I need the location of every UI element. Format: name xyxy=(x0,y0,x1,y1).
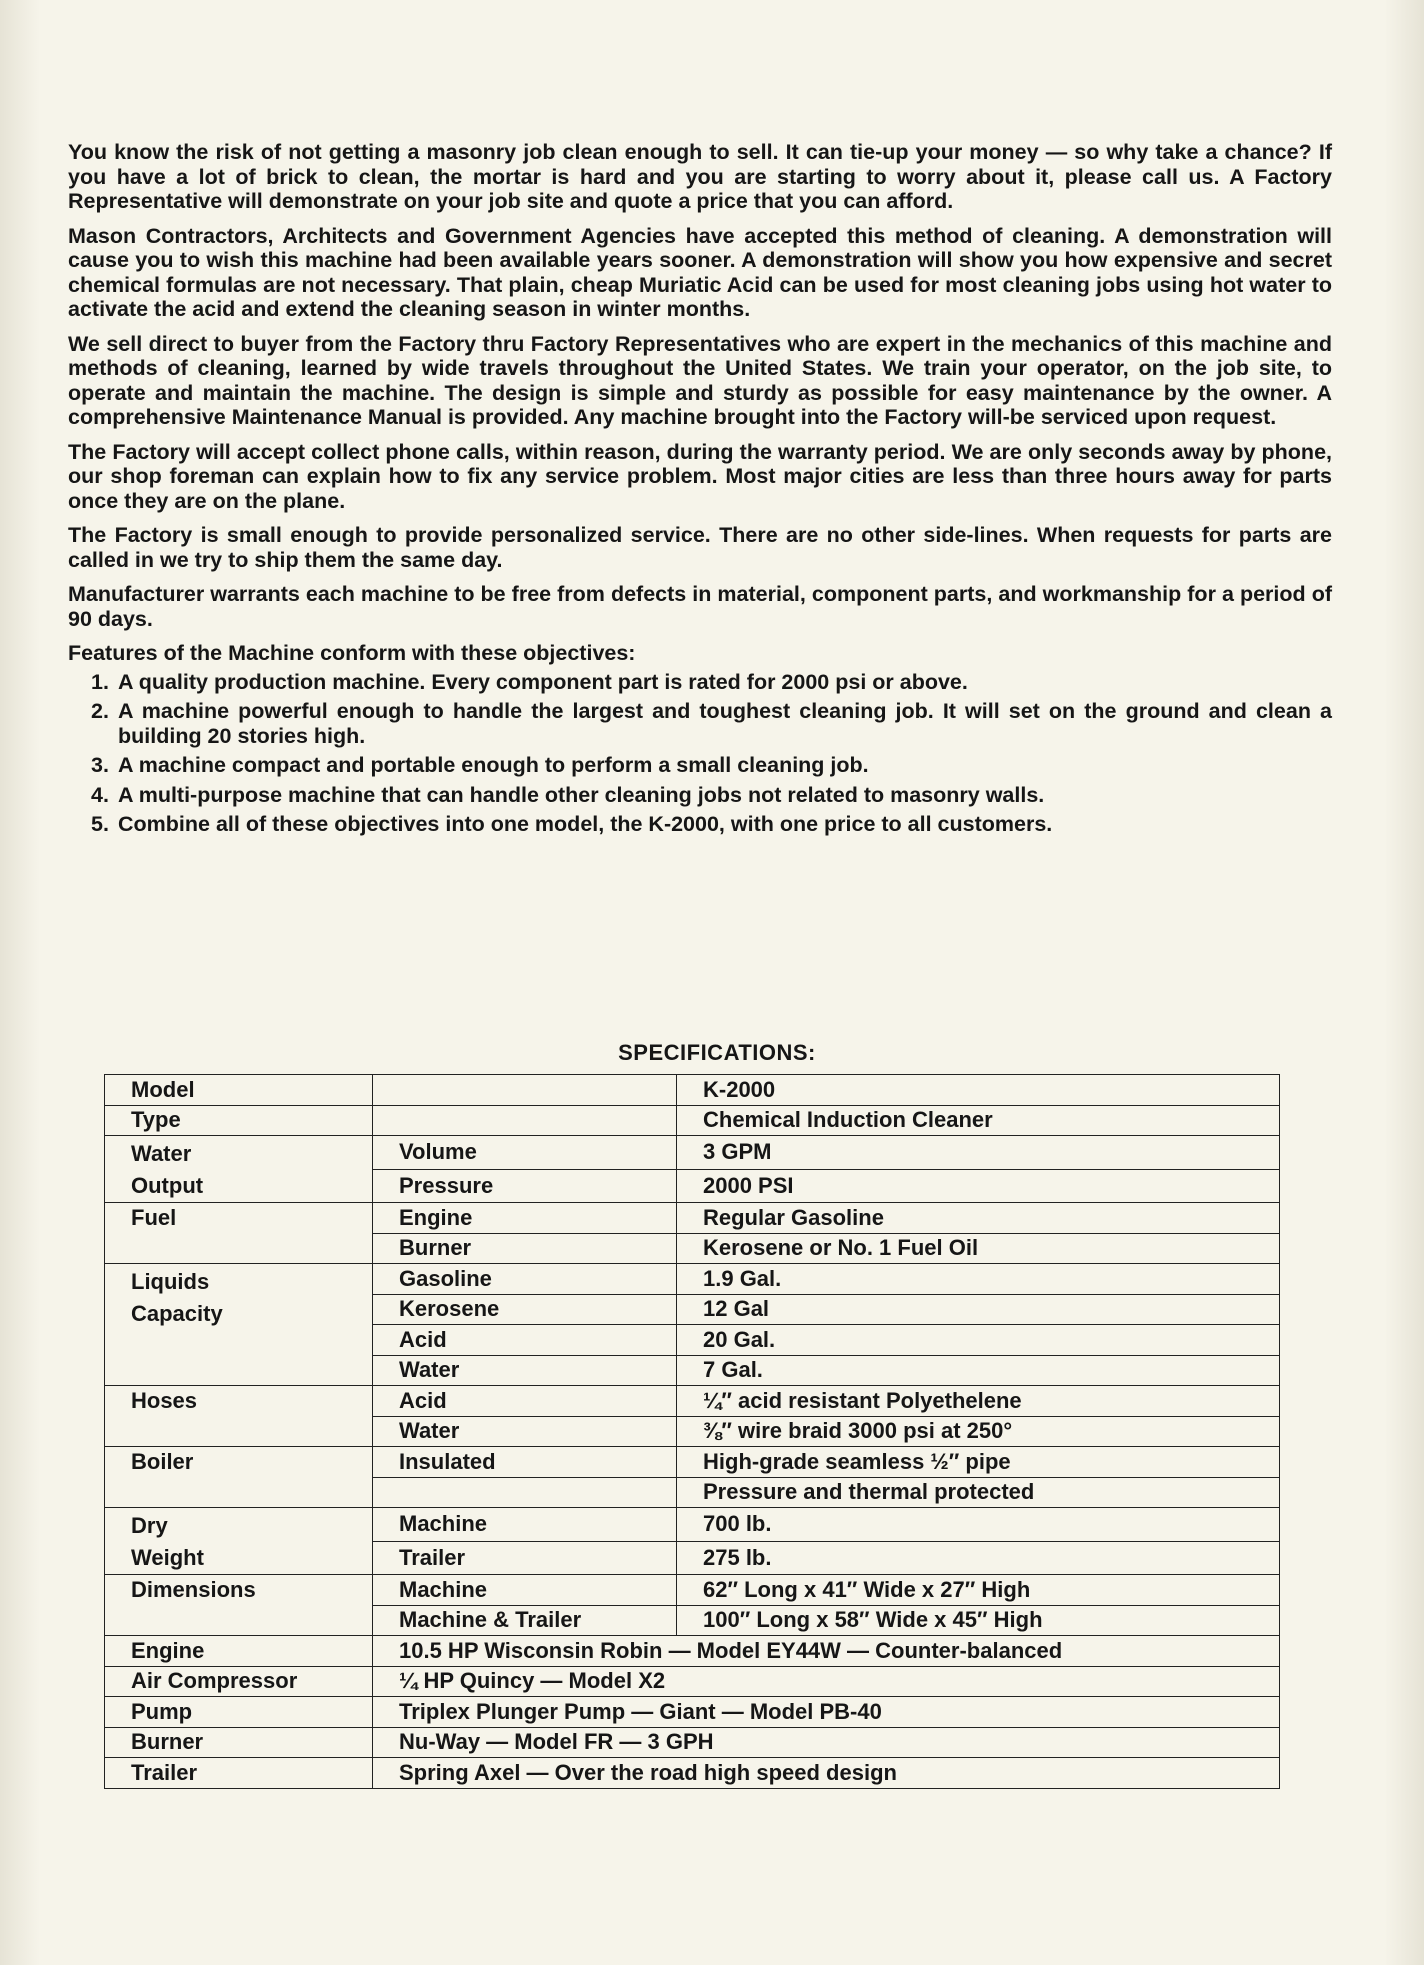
spec-value: 12 Gal xyxy=(677,1294,1280,1325)
list-text: Combine all of these objectives into one model, the K-2000, with one price to all customers. xyxy=(118,812,1053,836)
table-row xyxy=(105,1666,1280,1697)
spec-value: ¼″ acid resistant Polyethelene xyxy=(677,1386,1280,1417)
list-text: A machine powerful enough to handle the largest and toughest cleaning job. It will set on the ground and clean a building 20 stories high. xyxy=(118,699,1332,748)
spec-value: ¼ HP Quincy — Model X2 xyxy=(373,1666,1280,1697)
spec-value: Nu-Way — Model FR — 3 GPH xyxy=(373,1727,1280,1758)
list-text: A multi-purpose machine that can handle other cleaning jobs not related to masonry walls. xyxy=(118,782,1045,807)
table-row xyxy=(105,1203,1280,1234)
table-row xyxy=(105,1136,1280,1170)
spec-label-group xyxy=(105,1508,373,1575)
spec-sublabel: Water xyxy=(373,1355,677,1386)
table-row xyxy=(105,1727,1280,1758)
spec-value: 20 Gal. xyxy=(677,1325,1280,1356)
table-row xyxy=(105,1447,1280,1478)
spec-value: 7 Gal. xyxy=(677,1355,1280,1386)
table-row xyxy=(105,1508,1280,1542)
spec-value: Kerosene or No. 1 Fuel Oil xyxy=(677,1233,1280,1264)
spec-value: 275 lb. xyxy=(677,1541,1280,1575)
table-row xyxy=(105,1636,1280,1667)
spec-value: 700 lb. xyxy=(677,1508,1280,1542)
spec-label-line: Weight xyxy=(131,1545,204,1570)
spec-value: 1.9 Gal. xyxy=(677,1264,1280,1295)
spec-sublabel: Water xyxy=(373,1416,677,1447)
specifications-title: SPECIFICATIONS: xyxy=(618,1040,816,1065)
list-text: A quality production machine. Every component part is rated for 2000 psi or above. xyxy=(118,669,968,694)
spec-sublabel: Volume xyxy=(373,1136,677,1170)
page-edge-shadow-right xyxy=(1384,0,1424,1965)
features-list xyxy=(68,670,1332,837)
list-item xyxy=(68,753,1332,778)
paragraph-acceptance: Mason Contractors, Architects and Government Agencies have accepted this method of cleaning. A demonstration will cause you to wish this machine had been available years sooner. A demonstration will show you how expensive and secret chemical formulas are not necessary. That plain, cheap Muriatic Acid can be used for most cleaning jobs using hot water to activate the acid and extend the cleaning season in winter months. xyxy=(68,223,1332,321)
spec-label: Boiler xyxy=(105,1447,373,1508)
spec-sublabel: Pressure xyxy=(373,1169,677,1203)
table-row xyxy=(105,1075,1280,1106)
spec-sublabel: Engine xyxy=(373,1203,677,1234)
spec-value: ⅜″ wire braid 3000 psi at 250° xyxy=(677,1416,1280,1447)
list-number: 1. xyxy=(91,669,109,694)
spec-label: Fuel xyxy=(105,1203,373,1264)
table-row xyxy=(105,1575,1280,1606)
paragraph-phone-support: The Factory will accept collect phone calls, within reason, during the warranty period. We are only seconds away by phone, our shop foreman can explain how to fix any service problem. Most major cities are less than three hours away for parts once they are on the plane. xyxy=(68,439,1332,513)
spec-value: Spring Axel — Over the road high speed design xyxy=(373,1758,1280,1789)
spec-value: High-grade seamless ½″ pipe xyxy=(677,1447,1280,1478)
spec-value: Triplex Plunger Pump — Giant — Model PB-40 xyxy=(373,1697,1280,1728)
list-number: 4. xyxy=(91,782,109,807)
list-text: A machine compact and portable enough to perform a small cleaning job. xyxy=(118,753,869,777)
spec-label-line: Dry xyxy=(131,1513,168,1538)
spec-sublabel xyxy=(373,1105,677,1136)
spec-sublabel xyxy=(373,1075,677,1106)
spec-label-group xyxy=(105,1264,373,1386)
spec-value: Chemical Induction Cleaner xyxy=(677,1105,1280,1136)
table-row xyxy=(105,1386,1280,1417)
spec-sublabel: Acid xyxy=(373,1386,677,1417)
spec-label: Dimensions xyxy=(105,1575,373,1636)
spec-label: Burner xyxy=(105,1727,373,1758)
specifications-table xyxy=(104,1074,1280,1789)
spec-value: 62″ Long x 41″ Wide x 27″ High xyxy=(677,1575,1280,1606)
spec-label: Hoses xyxy=(105,1386,373,1447)
paragraph-risk: You know the risk of not getting a masonry job clean enough to sell. It can tie-up your money — so why take a chance? If you have a lot of brick to clean, the mortar is hard and you are starting to worry about it, please call us. A Factory Representative will demonstrate on your job site and quote a price that you can afford. xyxy=(68,140,1332,213)
paragraph-warranty: Manufacturer warrants each machine to be free from defects in material, component parts, and workmanship for a period of 90 days. xyxy=(68,582,1332,631)
spec-value: 100″ Long x 58″ Wide x 45″ High xyxy=(677,1605,1280,1636)
spec-value: 3 GPM xyxy=(677,1136,1280,1170)
spec-label: Type xyxy=(105,1105,373,1136)
spec-sublabel: Machine xyxy=(373,1575,677,1606)
spec-value: 10.5 HP Wisconsin Robin — Model EY44W — Counter-balanced xyxy=(373,1636,1280,1667)
spec-sublabel: Machine & Trailer xyxy=(373,1605,677,1636)
spec-label: Engine xyxy=(105,1636,373,1667)
list-number: 2. xyxy=(91,699,109,723)
list-number: 5. xyxy=(91,812,109,836)
features-intro: Features of the Machine conform with these objectives: xyxy=(68,641,636,665)
spec-sublabel xyxy=(373,1477,677,1508)
list-number: 3. xyxy=(91,753,109,777)
page-edge-shadow-left xyxy=(0,0,40,1965)
spec-sublabel: Acid xyxy=(373,1325,677,1356)
spec-sublabel: Burner xyxy=(373,1233,677,1264)
spec-value: Regular Gasoline xyxy=(677,1203,1280,1234)
spec-sublabel: Trailer xyxy=(373,1541,677,1575)
list-item xyxy=(68,812,1332,837)
spec-label-line: Output xyxy=(131,1173,204,1198)
table-row xyxy=(105,1697,1280,1728)
spec-sublabel: Gasoline xyxy=(373,1264,677,1295)
list-item xyxy=(68,699,1332,748)
spec-value: Pressure and thermal protected xyxy=(677,1477,1280,1508)
spec-value: 2000 PSI xyxy=(677,1169,1280,1203)
paragraph-direct-sales: We sell direct to buyer from the Factory thru Factory Representatives who are expert in the mechanics of this machine and methods of cleaning, learned by wide travels throughout the United States. We train your operator, on the job site, to operate and maintain the machine. The design is simple and sturdy as possible for easy maintenance by the owner. A comprehensive Maintenance Manual is provided. Any machine brought into the Factory will-be serviced upon request. xyxy=(68,331,1332,429)
spec-label-line: Capacity xyxy=(131,1301,223,1326)
table-row xyxy=(105,1105,1280,1136)
spec-label: Trailer xyxy=(105,1758,373,1789)
spec-label: Pump xyxy=(105,1697,373,1728)
spec-sublabel: Machine xyxy=(373,1508,677,1542)
list-item xyxy=(68,783,1332,808)
body-text xyxy=(68,140,1332,842)
spec-sublabel: Insulated xyxy=(373,1447,677,1478)
spec-label-line: Liquids xyxy=(131,1269,210,1294)
table-row xyxy=(105,1264,1280,1295)
spec-label-group xyxy=(105,1136,373,1203)
table-row xyxy=(105,1758,1280,1789)
spec-label: Model xyxy=(105,1075,373,1106)
spec-label: Air Compressor xyxy=(105,1666,373,1697)
list-item xyxy=(68,670,1332,695)
spec-value: K-2000 xyxy=(677,1075,1280,1106)
paragraph-service: The Factory is small enough to provide personalized service. There are no other side-lines. When requests for parts are called in we try to ship them the same day. xyxy=(68,523,1332,572)
spec-label-line: Water xyxy=(131,1141,192,1166)
spec-sublabel: Kerosene xyxy=(373,1294,677,1325)
